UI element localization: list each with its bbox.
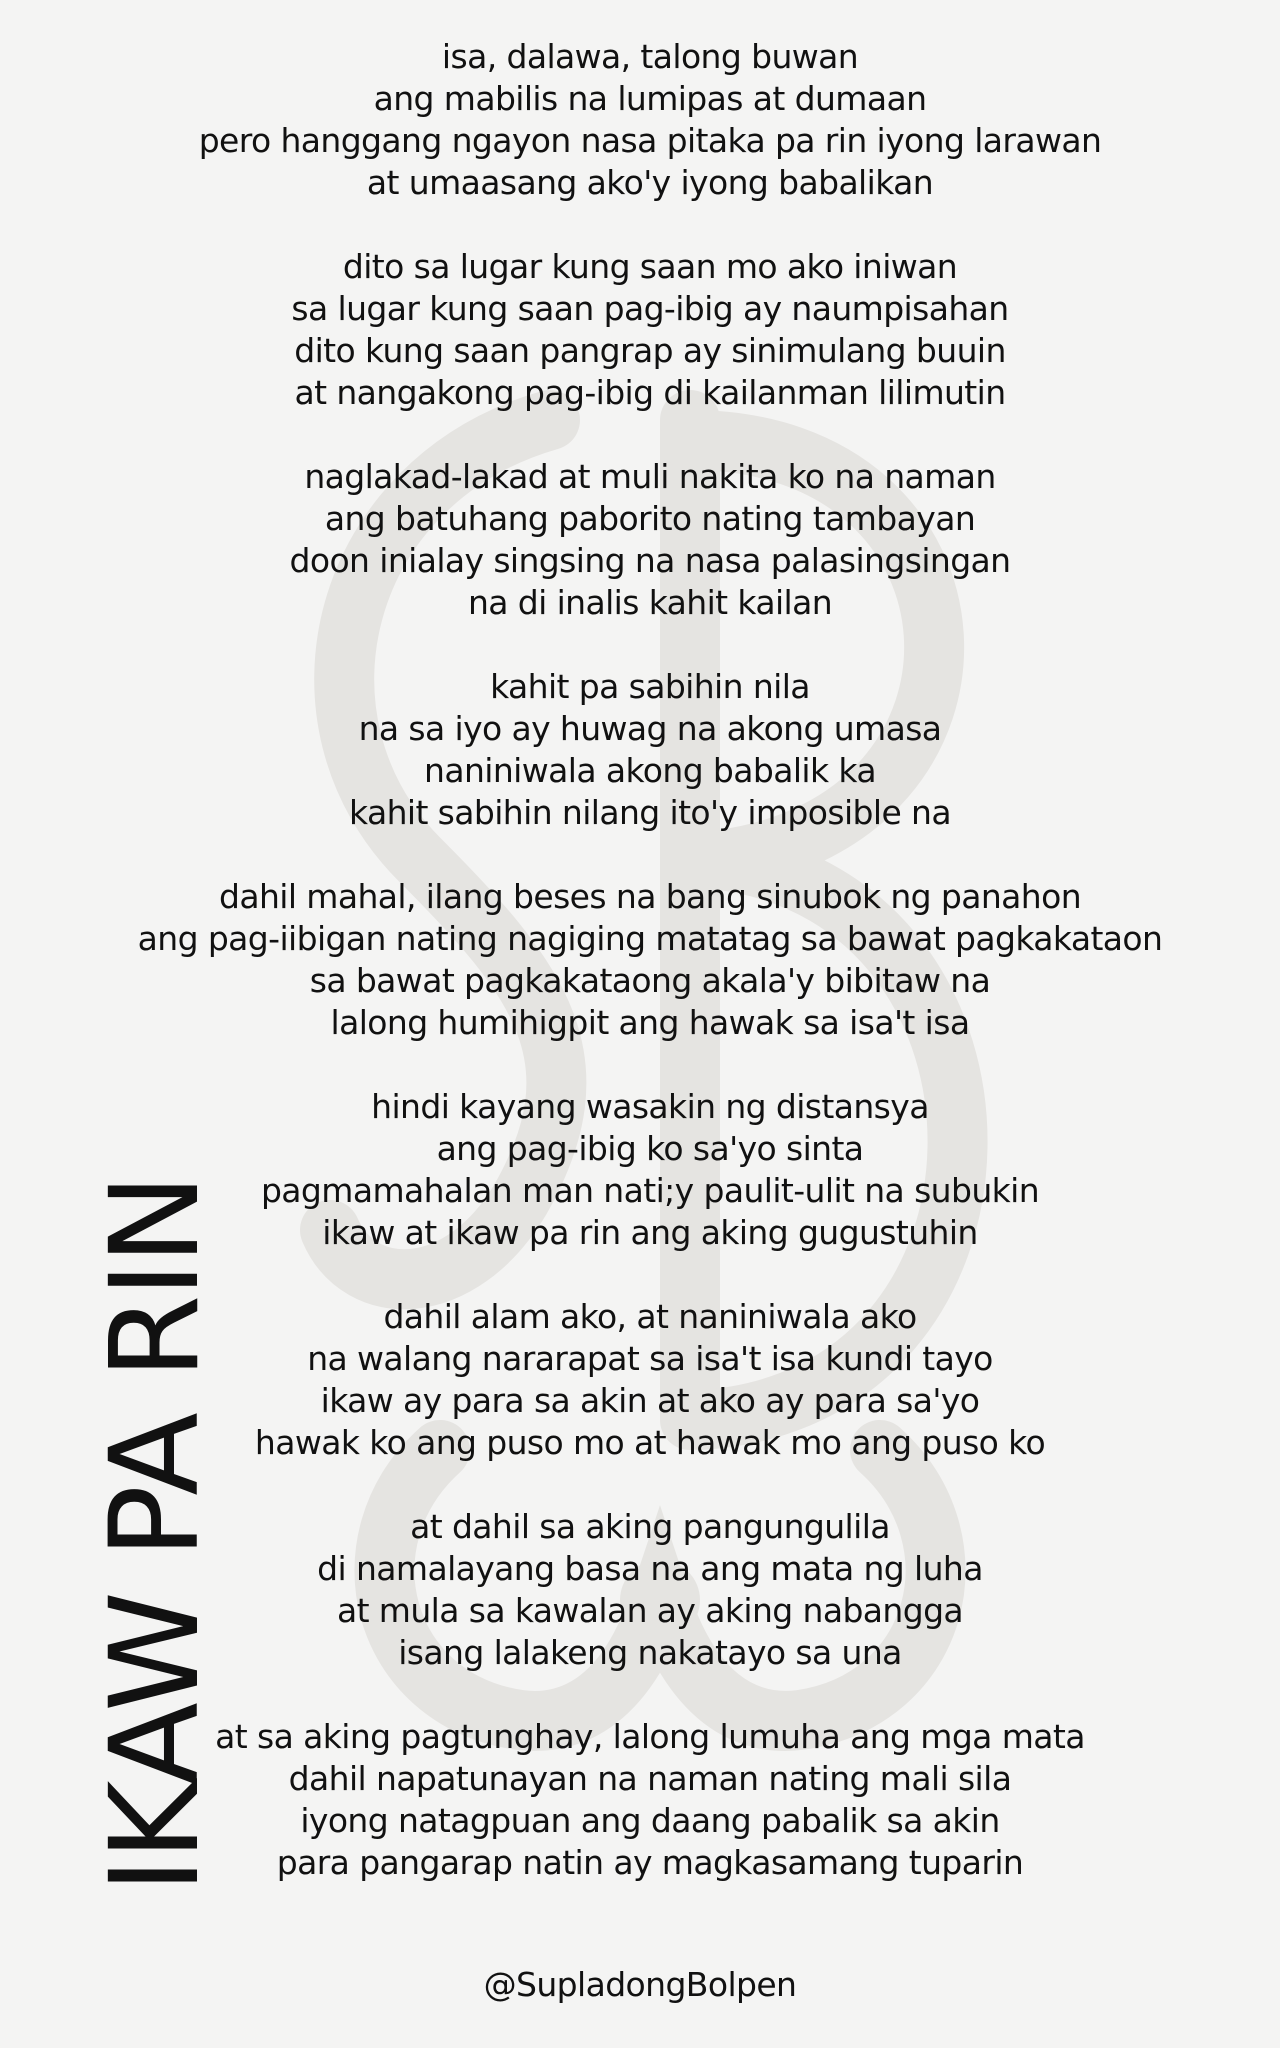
stanza <box>110 36 1190 204</box>
poem-body <box>110 36 1190 1926</box>
poem-line: sa lugar kung saan pag-ibig ay naumpisahan <box>291 289 1009 328</box>
poem-line: ang pag-ibig ko sa'yo sinta <box>436 1129 864 1168</box>
stanza <box>110 246 1190 414</box>
poem-line: dito kung saan pangrap ay sinimulang buuin <box>294 331 1006 370</box>
poem-line: at umaasang ako'y iyong babalikan <box>366 163 934 202</box>
stanza <box>110 1296 1190 1464</box>
stanza <box>110 876 1190 1044</box>
poem-line: kahit pa sabihin nila <box>490 667 810 706</box>
poem-line: na walang nararapat sa isa't isa kundi tayo <box>307 1339 993 1378</box>
poem-line: dahil napatunayan na naman nating mali sila <box>288 1759 1012 1798</box>
poem-line: doon inialay singsing na nasa palasingsingan <box>289 541 1011 580</box>
poem-line: sa bawat pagkakataong akala'y bibitaw na <box>309 961 991 1000</box>
poem-line: lalong humihigpit ang hawak sa isa't isa <box>330 1003 970 1042</box>
poem-line: hindi kayang wasakin ng distansya <box>371 1087 929 1126</box>
stanza <box>110 1716 1190 1884</box>
poem-line: ikaw ay para sa akin at ako ay para sa'yo <box>320 1381 980 1420</box>
poem-line: ikaw at ikaw pa rin ang aking gugustuhin <box>322 1213 978 1252</box>
poem-line: na sa iyo ay huwag na akong umasa <box>358 709 942 748</box>
stanza <box>110 456 1190 624</box>
stanza <box>110 1506 1190 1674</box>
poem-line: isa, dalawa, talong buwan <box>441 37 859 76</box>
poem-line: at nangakong pag-ibig di kailanman lilimutin <box>294 373 1006 412</box>
poem-line: naglakad-lakad at muli nakita ko na naman <box>304 457 996 496</box>
poem-line: at dahil sa aking pangungulila <box>410 1507 890 1546</box>
poem-line: at sa aking pagtunghay, lalong lumuha ang mga mata <box>215 1717 1085 1756</box>
poem-title: IKAW PA RIN <box>84 1176 226 1894</box>
stanza <box>110 1086 1190 1254</box>
poem-line: dahil mahal, ilang beses na bang sinubok ng panahon <box>218 877 1082 916</box>
poem-line: na di inalis kahit kailan <box>467 583 833 622</box>
poem-line: isang lalakeng nakatayo sa una <box>398 1633 902 1672</box>
poem-line: iyong natagpuan ang daang pabalik sa akin <box>300 1801 1000 1840</box>
poem-line: pero hanggang ngayon nasa pitaka pa rin iyong larawan <box>198 121 1102 160</box>
poem-line: ang mabilis na lumipas at dumaan <box>373 79 927 118</box>
poem-line: kahit sabihin nilang ito'y imposible na <box>349 793 951 832</box>
poem-line: at mula sa kawalan ay aking nabangga <box>336 1591 964 1630</box>
poem-line: di namalayang basa na ang mata ng luha <box>317 1549 983 1588</box>
poem-line: dahil alam ako, at naniniwala ako <box>383 1297 917 1336</box>
poem-line: naniniwala akong babalik ka <box>424 751 876 790</box>
poem-line: ang pag-iibigan nating nagiging matatag sa bawat pagkakataon <box>137 919 1163 958</box>
stanza <box>110 666 1190 834</box>
author-handle: @SupladongBolpen <box>483 1965 797 2004</box>
poem-line: dito sa lugar kung saan mo ako iniwan <box>342 247 958 286</box>
poem-line: pagmamahalan man nati;y paulit-ulit na subukin <box>260 1171 1040 1210</box>
poem-line: hawak ko ang puso mo at hawak mo ang puso ko <box>254 1423 1046 1462</box>
poem-line: ang batuhang paborito nating tambayan <box>324 499 976 538</box>
poem-line: para pangarap natin ay magkasamang tuparin <box>276 1843 1024 1882</box>
